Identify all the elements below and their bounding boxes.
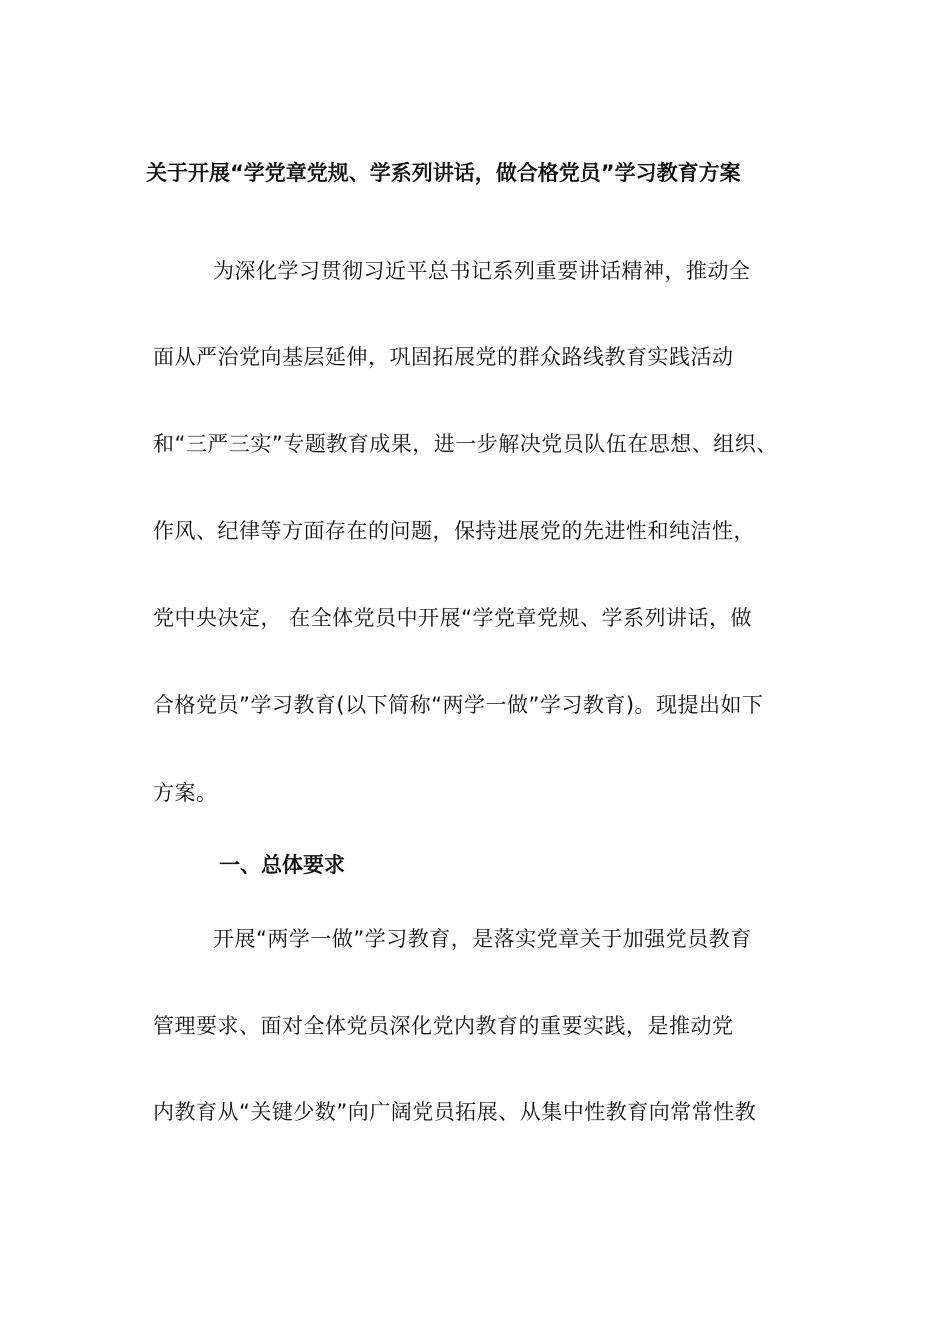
paragraph-1-line-1: 为深化学习贯彻习近平总书记系列重要讲话精神，推动全 (213, 259, 751, 283)
paragraph-1-line-6: 合格党员”学习教育(以下简称“两学一做”学习教育)。现提出如下 (153, 693, 764, 717)
section-heading: 一、总体要求 (219, 853, 345, 877)
paragraph-1-line-2: 面从严治党向基层延伸，巩固拓展党的群众路线教育实践活动 (153, 345, 734, 369)
paragraph-1-line-4: 作风、纪律等方面存在的问题，保持进展党的先进性和纯洁性， (153, 519, 755, 543)
paragraph-2-line-3: 内教育从“关键少数”向广阔党员拓展、从集中性教育向常常性教 (153, 1100, 757, 1124)
paragraph-2-line-1: 开展“两学一做”学习教育，是落实党章关于加强党员教育 (213, 927, 752, 951)
paragraph-1-line-7: 方案。 (153, 781, 218, 805)
paragraph-2-line-2: 管理要求、面对全体党员深化党内教育的重要实践，是推动党 (153, 1014, 734, 1038)
document-title: 关于开展“学党章党规、学系列讲话，做合格党员”学习教育方案 (146, 161, 741, 185)
paragraph-1-line-3: 和“三严三实”专题教育成果，进一步解决党员队伍在思想、组织、 (153, 432, 778, 456)
paragraph-1-line-5: 党中央决定， 在全体党员中开展“学党章党规、学系列讲话，做 (153, 606, 753, 630)
